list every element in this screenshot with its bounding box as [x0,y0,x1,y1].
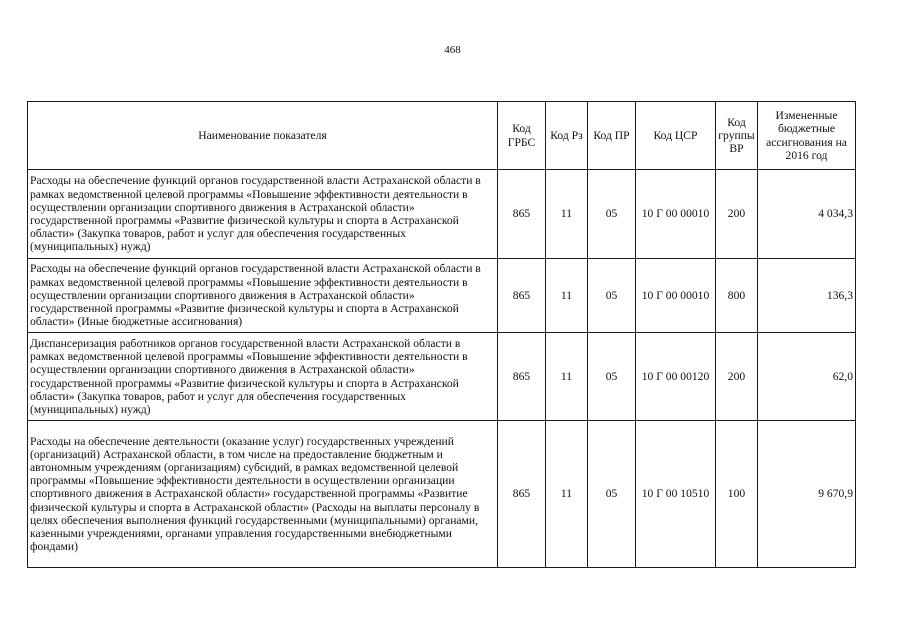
row-amount: 4 034,3 [758,170,856,259]
row-grbs: 865 [498,333,546,421]
table-row [28,421,856,568]
row-rz: 11 [546,170,588,259]
row-vr: 800 [716,259,758,333]
row-rz: 11 [546,259,588,333]
row-csr: 10 Г 00 00120 [636,333,716,421]
row-pr: 05 [588,421,636,568]
row-vr: 200 [716,170,758,259]
header-vr: Код группы ВР [716,102,758,170]
header-amount: Измененные бюджетные ассигнования на 2016 год [758,102,856,170]
row-vr: 200 [716,333,758,421]
row-pr: 05 [588,259,636,333]
row-name: Расходы на обеспечение функций органов государственной власти Астраханской области в рамках ведомственной целевой программы «Повышение эффективности деятельности в осуществлении организации спортивного движения в Астраханской области» государственной программы «Развитие физической культуры и спорта в Астраханской области» (Иные бюджетные ассигнования) [28,259,498,333]
row-grbs: 865 [498,259,546,333]
row-name: Расходы на обеспечение деятельности (оказание услуг) государственных учреждений (организаций) Астраханской области, в том числе на предоставление бюджетным и автономным учреждениям (организациям) субсидий, в рамках ведомственной целевой программы «Повышение эффективности деятельности в осуществлении организации спортивного движения в Астраханской области» государственной программы «Развитие физической культуры и спорта в Астраханской области» (Расходы на выплаты персоналу в целях обеспечения выполнения функций государственными (муниципальными) органами, казенными учреждениями, органами управления государственными внебюджетными фондами) [28,421,498,568]
row-grbs: 865 [498,421,546,568]
header-pr: Код ПР [588,102,636,170]
row-name: Диспансеризация работников органов государственной власти Астраханской области в рамках ведомственной целевой программы «Повышение эффективности деятельности в осуществлении организации спортивного движения в Астраханской области» государственной программы «Развитие физической культуры и спорта в Астраханской области» (Закупка товаров, работ и услуг для обеспечения государственных (муниципальных) нужд) [28,333,498,421]
budget-table [27,101,856,568]
row-amount: 136,3 [758,259,856,333]
row-grbs: 865 [498,170,546,259]
table-row [28,170,856,259]
table-row [28,259,856,333]
header-name: Наименование показателя [28,102,498,170]
header-rz: Код Рз [546,102,588,170]
row-rz: 11 [546,421,588,568]
row-pr: 05 [588,333,636,421]
table-row [28,333,856,421]
table-header-row [28,102,856,170]
row-amount: 9 670,9 [758,421,856,568]
row-vr: 100 [716,421,758,568]
row-rz: 11 [546,333,588,421]
row-amount: 62,0 [758,333,856,421]
header-grbs: Код ГРБС [498,102,546,170]
row-name: Расходы на обеспечение функций органов государственной власти Астраханской области в рамках ведомственной целевой программы «Повышение эффективности деятельности в осуществлении организации спортивного движения в Астраханской области» государственной программы «Развитие физической культуры и спорта в Астраханской области» (Закупка товаров, работ и услуг для обеспечения государственных (муниципальных) нужд) [28,170,498,259]
row-csr: 10 Г 00 00010 [636,170,716,259]
row-csr: 10 Г 00 10510 [636,421,716,568]
header-csr: Код ЦСР [636,102,716,170]
row-pr: 05 [588,170,636,259]
row-csr: 10 Г 00 00010 [636,259,716,333]
page-number: 468 [444,44,461,56]
